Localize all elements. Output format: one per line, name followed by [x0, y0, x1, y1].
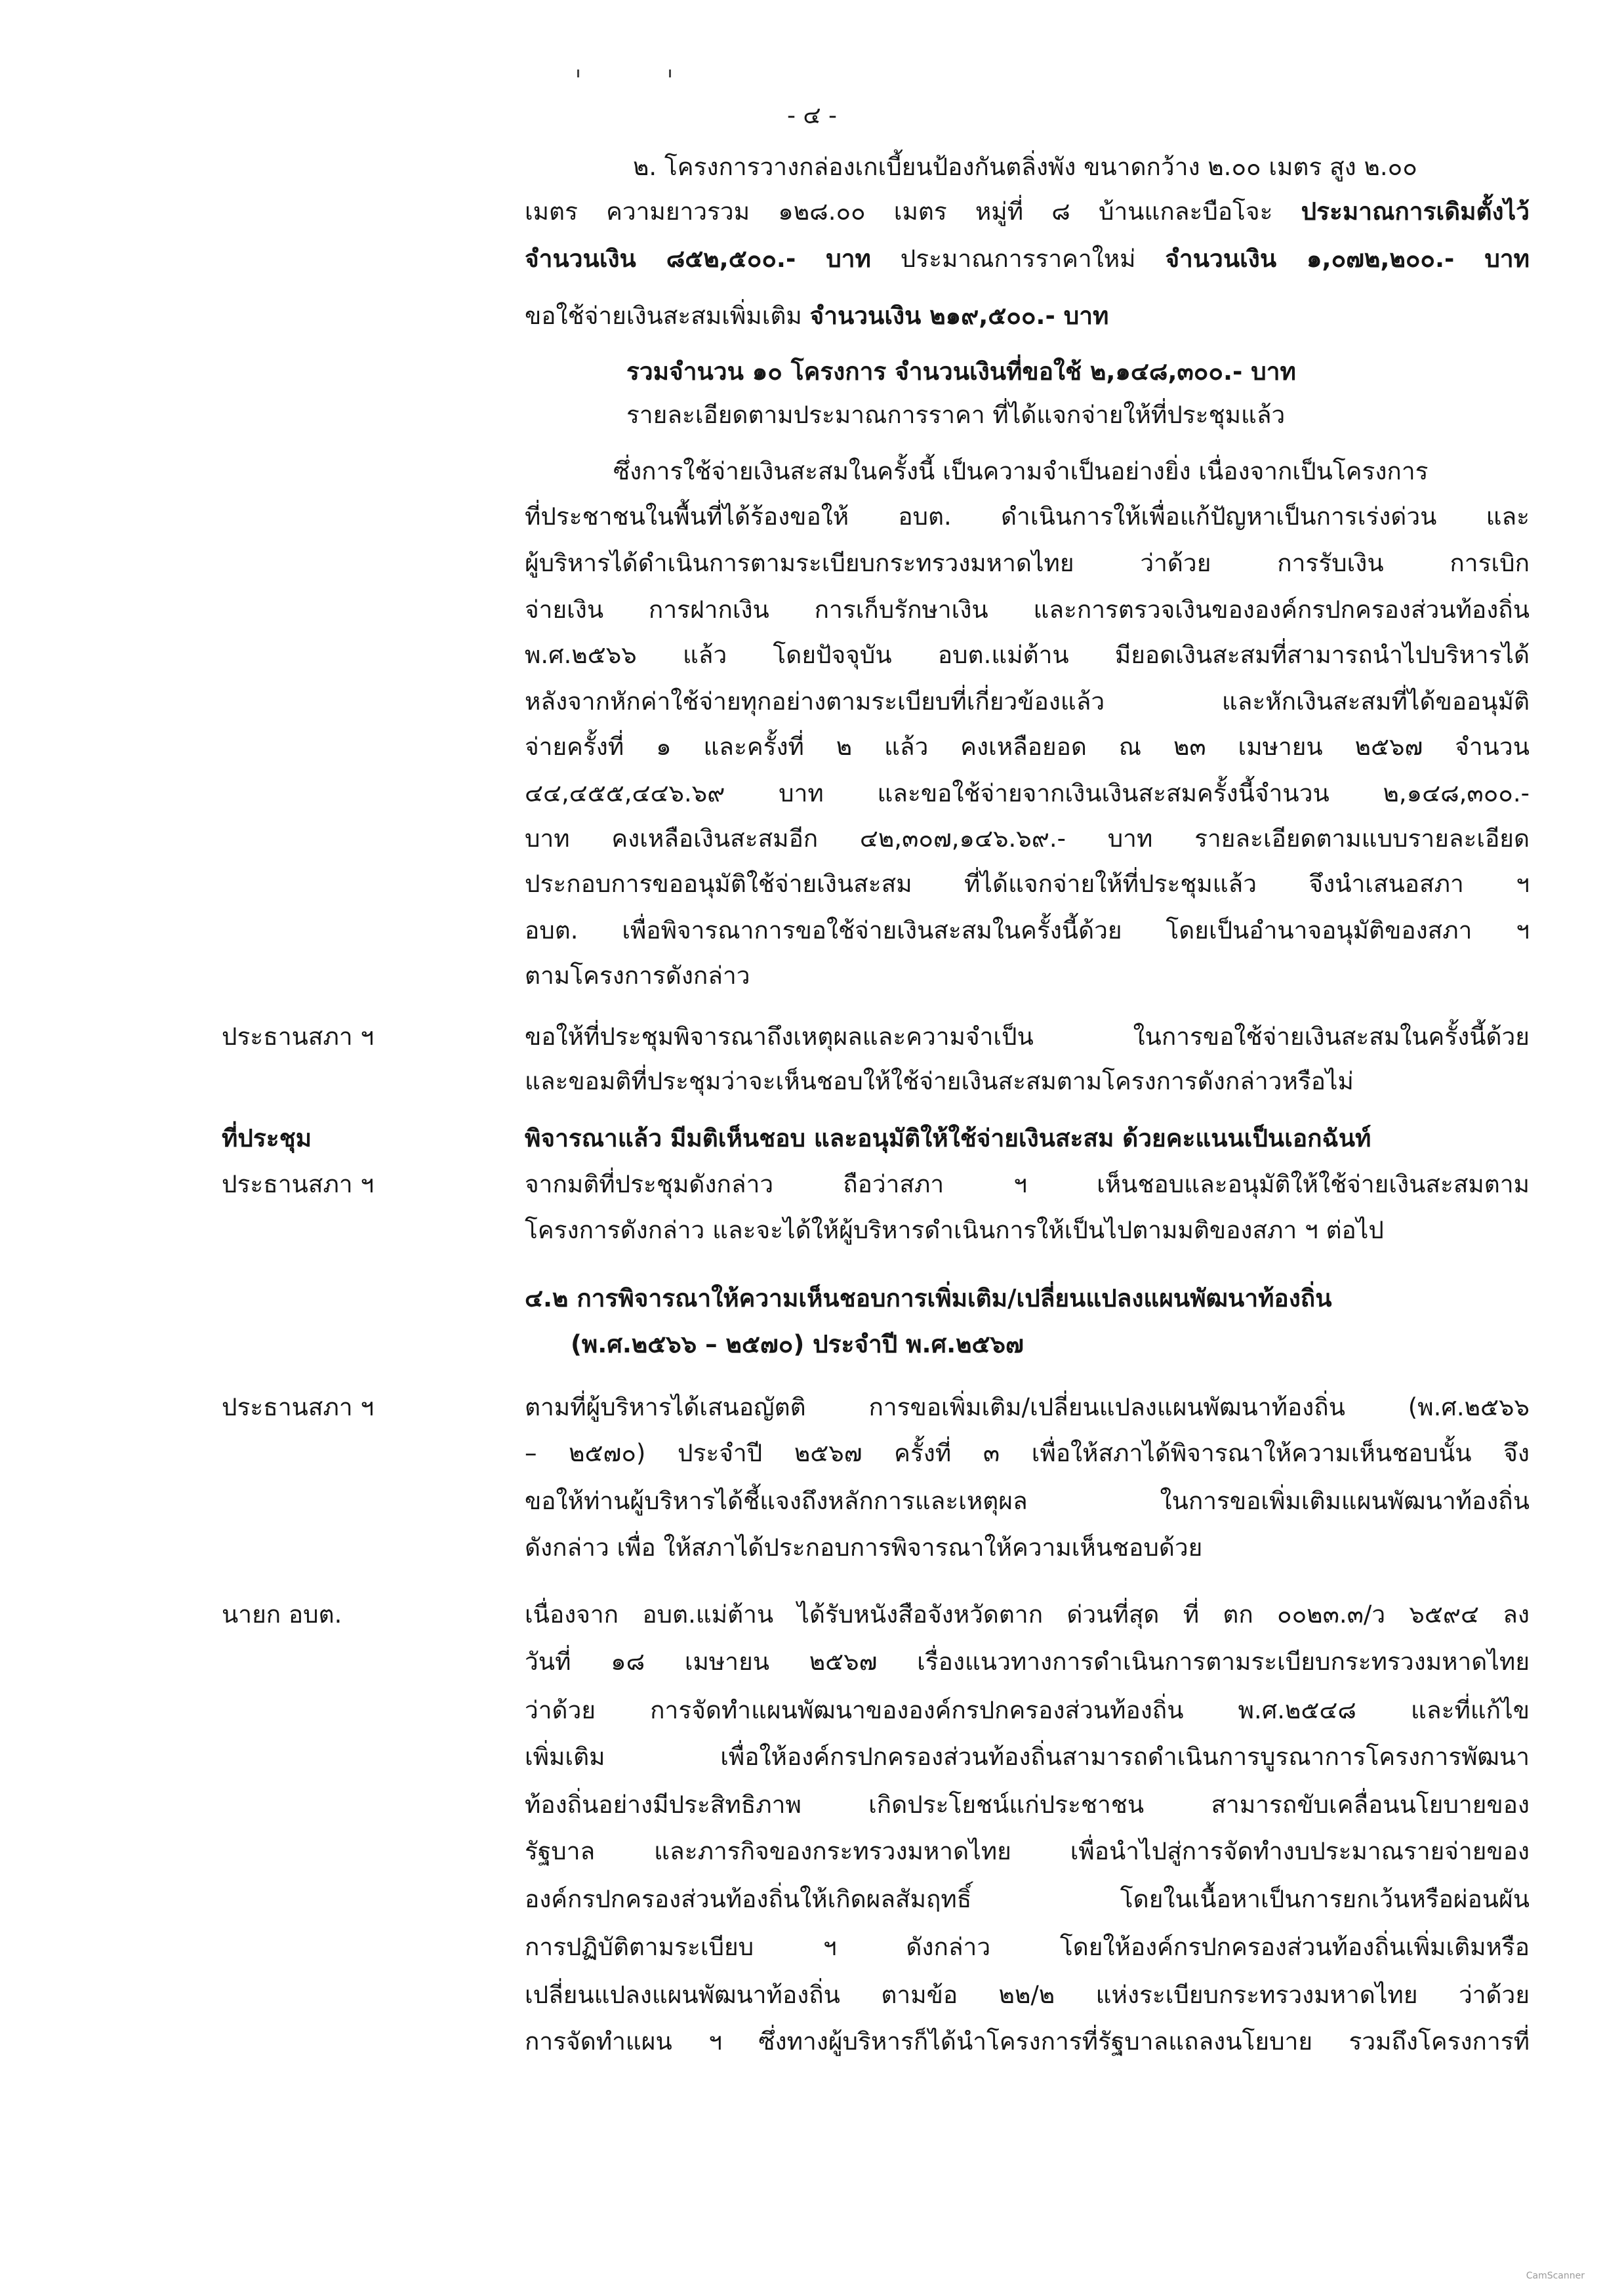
- speaker-label: นายก อบต.: [222, 1600, 342, 1629]
- body-line: ผู้บริหารได้ดำเนินการตามระเบียบกระทรวงมหาดไทย ว่าด้วย การรับเงิน การเบิก: [525, 549, 1530, 577]
- speaker-label: ประธานสภา ฯ: [222, 1170, 375, 1198]
- body-line: พ.ศ.๒๕๖๖ แล้ว โดยปัจจุบัน อบต.แม่ต้าน มียอดเงินสะสมที่สามารถนำไปบริหารได้: [525, 641, 1530, 669]
- body-line: ขอให้ท่านผู้บริหารได้ชี้แจงถึงหลักการและเหตุผล ในการขอเพิ่มเติมแผนพัฒนาท้องถิ่น: [525, 1487, 1530, 1515]
- body-line: เมตร ความยาวรวม ๑๒๘.๐๐ เมตร หมู่ที่ ๘ บ้านแกละบือโจะ ประมาณการเดิมตั้งไว้: [525, 197, 1530, 226]
- body-line: จำนวนเงิน ๘๕๒,๕๐๐.- บาท ประมาณการราคาใหม่ จำนวนเงิน ๑,๐๗๒,๒๐๐.- บาท: [525, 245, 1530, 273]
- body-line: อบต. เพื่อพิจารณาการขอใช้จ่ายเงินสะสมในครั้งนี้ด้วย โดยเป็นอำนาจอนุมัติของสภา ฯ: [525, 916, 1530, 944]
- body-line: เปลี่ยนแปลงแผนพัฒนาท้องถิ่น ตามข้อ ๒๒/๒ แห่งระเบียบกระทรวงมหาดไทย ว่าด้วย: [525, 1981, 1530, 2009]
- total-summary: รวมจำนวน ๑๐ โครงการ จำนวนเงินที่ขอใช้ ๒,๑๔๘,๓๐๐.- บาท: [626, 357, 1296, 386]
- body-line: องค์กรปกครองส่วนท้องถิ่นให้เกิดผลสัมฤทธิ์ โดยในเนื้อหาเป็นการยกเว้นหรือผ่อนผัน: [525, 1885, 1530, 1913]
- body-line: ขอให้ที่ประชุมพิจารณาถึงเหตุผลและความจำเป็น ในการขอใช้จ่ายเงินสะสมในครั้งนี้ด้วย: [525, 1023, 1530, 1051]
- body-line: เพิ่มเติม เพื่อให้องค์กรปกครองส่วนท้องถิ่นสามารถดำเนินการบูรณาการโครงการพัฒนา: [525, 1743, 1530, 1771]
- section-heading-cont: (พ.ศ.๒๕๖๖ – ๒๕๗๐) ประจำปี พ.ศ.๒๕๖๗: [571, 1330, 1024, 1358]
- scan-mark: [669, 70, 671, 77]
- body-line: เนื่องจาก อบต.แม่ต้าน ได้รับหนังสือจังหวัดตาก ด่วนที่สุด ที่ ตก ๐๐๒๓.๓/ว ๖๕๙๔ ลง: [525, 1600, 1530, 1629]
- scan-mark: [577, 70, 579, 77]
- section-heading: ๔.๒ การพิจารณาให้ความเห็นชอบการเพิ่มเติม/เปลี่ยนแปลงแผนพัฒนาท้องถิ่น: [525, 1284, 1332, 1312]
- body-line: ซึ่งการใช้จ่ายเงินสะสมในครั้งนี้ เป็นความจำเป็นอย่างยิ่ง เนื่องจากเป็นโครงการ: [613, 457, 1429, 485]
- body-line: – ๒๕๗๐) ประจำปี ๒๕๖๗ ครั้งที่ ๓ เพื่อให้สภาได้พิจารณาให้ความเห็นชอบนั้น จึง: [525, 1439, 1530, 1467]
- speaker-label: ประธานสภา ฯ: [222, 1023, 375, 1051]
- body-line: การปฏิบัติตามระเบียบ ฯ ดังกล่าว โดยให้องค์กรปกครองส่วนท้องถิ่นเพิ่มเติมหรือ: [525, 1933, 1530, 1961]
- body-line: ตามที่ผู้บริหารได้เสนอญัตติ การขอเพิ่มเติม/เปลี่ยนแปลงแผนพัฒนาท้องถิ่น (พ.ศ.๒๕๖๖: [525, 1393, 1530, 1421]
- body-line: การจัดทำแผน ฯ ซึ่งทางผู้บริหารก็ได้นำโครงการที่รัฐบาลแถลงนโยบาย รวมถึงโครงการที่: [525, 2027, 1530, 2056]
- body-line: รัฐบาล และภารกิจของกระทรวงมหาดไทย เพื่อนำไปสู่การจัดทำงบประมาณรายจ่ายของ: [525, 1837, 1530, 1865]
- body-line: ๒. โครงการวางกล่องเกเบี้ยนป้องกันตลิ่งพัง ขนาดกว้าง ๒.๐๐ เมตร สูง ๒.๐๐: [633, 153, 1417, 181]
- body-line: ตามโครงการดังกล่าว: [525, 962, 750, 990]
- body-line: ท้องถิ่นอย่างมีประสิทธิภาพ เกิดประโยชน์แก่ประชาชน สามารถขับเคลื่อนนโยบายของ: [525, 1791, 1530, 1819]
- speaker-label: ที่ประชุม: [222, 1124, 312, 1152]
- resolution-line: พิจารณาแล้ว มีมติเห็นชอบ และอนุมัติให้ใช้จ่ายเงินสะสม ด้วยคะแนนเป็นเอกฉันท์: [525, 1124, 1371, 1152]
- body-line: ๔๔,๔๕๕,๔๔๖.๖๙ บาท และขอใช้จ่ายจากเงินเงินสะสมครั้งนี้จำนวน ๒,๑๔๘,๓๐๐.-: [525, 779, 1530, 807]
- body-line: ที่ประชาชนในพื้นที่ได้ร้องขอให้ อบต. ดำเนินการให้เพื่อแก้ปัญหาเป็นการเร่งด่วน และ: [525, 502, 1530, 531]
- page-number: - ๔ -: [786, 102, 838, 129]
- body-line: ประกอบการขออนุมัติใช้จ่ายเงินสะสม ที่ได้แจกจ่ายให้ที่ประชุมแล้ว จึงนำเสนอสภา ฯ: [525, 870, 1530, 898]
- body-line: จ่ายเงิน การฝากเงิน การเก็บรักษาเงิน และการตรวจเงินขององค์กรปกครองส่วนท้องถิ่น: [525, 596, 1530, 624]
- body-line: รายละเอียดตามประมาณการราคา ที่ได้แจกจ่ายให้ที่ประชุมแล้ว: [626, 401, 1286, 429]
- body-line: วันที่ ๑๘ เมษายน ๒๕๖๗ เรื่องแนวทางการดำเนินการตามระเบียบกระทรวงมหาดไทย: [525, 1648, 1530, 1676]
- body-line: ขอใช้จ่ายเงินสะสมเพิ่มเติม จำนวนเงิน ๒๑๙,๕๐๐.- บาท: [525, 302, 1109, 330]
- body-line: หลังจากหักค่าใช้จ่ายทุกอย่างตามระเบียบที่เกี่ยวข้องแล้ว และหักเงินสะสมที่ได้ขออนุมัติ: [525, 687, 1530, 716]
- scanner-watermark: CamScanner: [1526, 2271, 1585, 2281]
- body-line: ว่าด้วย การจัดทำแผนพัฒนาขององค์กรปกครองส่วนท้องถิ่น พ.ศ.๒๕๔๘ และที่แก้ไข: [525, 1696, 1530, 1724]
- body-line: บาท คงเหลือเงินสะสมอีก ๔๒,๓๐๗,๑๔๖.๖๙.- บาท รายละเอียดตามแบบรายละเอียด: [525, 824, 1530, 853]
- body-line: โครงการดังกล่าว และจะได้ให้ผู้บริหารดำเนินการให้เป็นไปตามมติของสภา ฯ ต่อไป: [525, 1216, 1384, 1244]
- speaker-label: ประธานสภา ฯ: [222, 1393, 375, 1421]
- body-line: จากมติที่ประชุมดังกล่าว ถือว่าสภา ฯ เห็นชอบและอนุมัติให้ใช้จ่ายเงินสะสมตาม: [525, 1170, 1530, 1198]
- body-line: จ่ายครั้งที่ ๑ และครั้งที่ ๒ แล้ว คงเหลือยอด ณ ๒๓ เมษายน ๒๕๖๗ จำนวน: [525, 733, 1530, 761]
- body-line: และขอมติที่ประชุมว่าจะเห็นชอบให้ใช้จ่ายเงินสะสมตามโครงการดังกล่าวหรือไม่: [525, 1067, 1354, 1095]
- body-line: ดังกล่าว เพื่อ ให้สภาได้ประกอบการพิจารณาให้ความเห็นชอบด้วย: [525, 1533, 1203, 1562]
